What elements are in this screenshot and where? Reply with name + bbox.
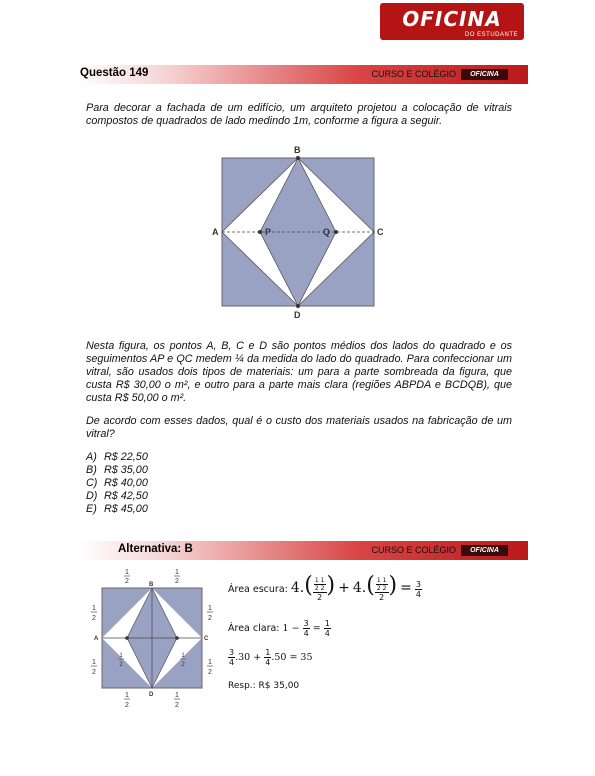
half-right-bottom-den: 2 [208,669,212,676]
answer-course-label: CURSO E COLÉGIO [371,545,456,555]
half-right-bottom-num: 1 [208,659,212,666]
dark-result: $\frac{3}{4}$ [415,580,421,599]
solution-label-a: A [94,636,99,642]
answer-header-bar [78,541,528,560]
stained-glass-figure [210,144,390,320]
point-q [334,230,338,234]
solution-label-d: D [149,692,154,698]
question-intro: Para decorar a fachada de um edifício, um arquiteto projetou a colocação de vitrais compostos de quadrados de lado medindo 1m, conforme a figura a seguir. [86,102,512,127]
half-left-bottom-den: 2 [92,669,96,676]
inner-left-num: 1 [119,653,123,659]
point-p [258,230,262,234]
solution-figure [88,568,218,713]
inner-left-den: 2 [119,662,123,668]
header-mini-logo: OFICINA [461,69,508,80]
header-course-label: CURSO E COLÉGIO [371,69,456,79]
half-left-top-den: 2 [92,615,96,622]
question-number: Questão 149 [80,67,149,79]
answer-title: Alternativa: B [118,543,193,555]
dark-coef-1: 4. [290,580,305,596]
dark-area-label: Área escura: [228,584,288,595]
solution-label-c: C [204,636,209,642]
logo-subtitle: DO ESTUDANTE [464,32,518,38]
inner-right-den: 2 [181,662,185,668]
point-b [296,156,300,160]
solution-point-p [125,636,129,640]
inner-right-num: 1 [181,653,185,659]
dark-coef-2: 4. [352,580,367,596]
half-top-right-den: 2 [175,578,179,585]
cost-frac-a: $\frac{3}{4}$ [229,648,235,667]
option-a: A) R$ 22,50 [86,451,148,463]
label-c: C [377,227,384,237]
option-b: B) R$ 35,00 [86,464,148,476]
label-q: Q [323,227,331,237]
label-a: A [212,227,219,237]
question-prompt: De acordo com esses dados, qual é o custo dos materiais usados na fabricação de um vitral? [86,415,512,440]
logo-text: OFICINA [402,7,502,31]
half-left-bottom-num: 1 [92,659,96,666]
option-c: C) R$ 40,00 [86,477,148,489]
light-frac-a: $\frac{3}{4}$ [303,619,309,638]
answer-mini-logo: OFICINA [461,545,508,556]
solution-label-b: B [149,582,154,588]
label-b: B [294,145,301,155]
light-area-line: Área clara: 1 − $\frac{3}{4}$ = $\frac{1}{4}$ [228,619,330,638]
cost-line: $\frac{3}{4}$ .30 + $\frac{1}{4}$ .50 = 35 [229,648,313,667]
half-top-left-num: 1 [125,569,129,576]
answer-options [86,451,148,516]
response-text: Resp.: R$ 35,00 [228,681,300,691]
dark-nested-frac-2: $\frac{1}{2}$ $\frac{1}{2}$ 2 [376,577,387,602]
half-bottom-left-den: 2 [125,702,129,709]
label-d: D [294,310,301,320]
question-header-bar [78,65,528,84]
half-bottom-left-num: 1 [125,692,129,699]
half-bottom-right-den: 2 [175,702,179,709]
dark-nested-frac-1: $\frac{1}{2}$ $\frac{1}{2}$ 2 [314,577,325,602]
question-body: Nesta figura, os pontos A, B, C e D são pontos médios dos lados do quadrado e os seguimentos AP e QC medem ¼ da medida do lado do quadrado. Para confeccionar um vitral, são usados dois tipos de materiais: um para a parte sombreada da figura, que custa R$ 30,00 o m², e outro para a parte mais clara (regiões ABPDA e BCDQB), que custa R$ 50,00 o m². [86,340,512,404]
half-bottom-right-num: 1 [175,692,179,699]
solution-point-q [175,636,179,640]
dark-area-line: Área escura: 4.( $\frac{1}{2}$ $\frac{1}{2}$ 2 ) + 4.( $\frac{1}{2}$ $\frac{1}{2}$ 2 ) = $\frac{3}{4}$ [228,573,421,602]
cost-frac-b: $\frac{1}{4}$ [265,648,271,667]
half-top-right-num: 1 [175,569,179,576]
point-d [296,304,300,308]
oficina-logo [380,3,524,40]
half-top-left-den: 2 [125,578,129,585]
option-d: D) R$ 42,50 [86,490,148,502]
light-result: $\frac{1}{4}$ [324,619,330,638]
label-p: P [265,227,272,237]
half-left-top-num: 1 [92,605,96,612]
half-right-top-num: 1 [208,605,212,612]
option-e: E) R$ 45,00 [86,503,148,515]
light-area-label: Área clara: [228,623,280,634]
half-right-top-den: 2 [208,615,212,622]
